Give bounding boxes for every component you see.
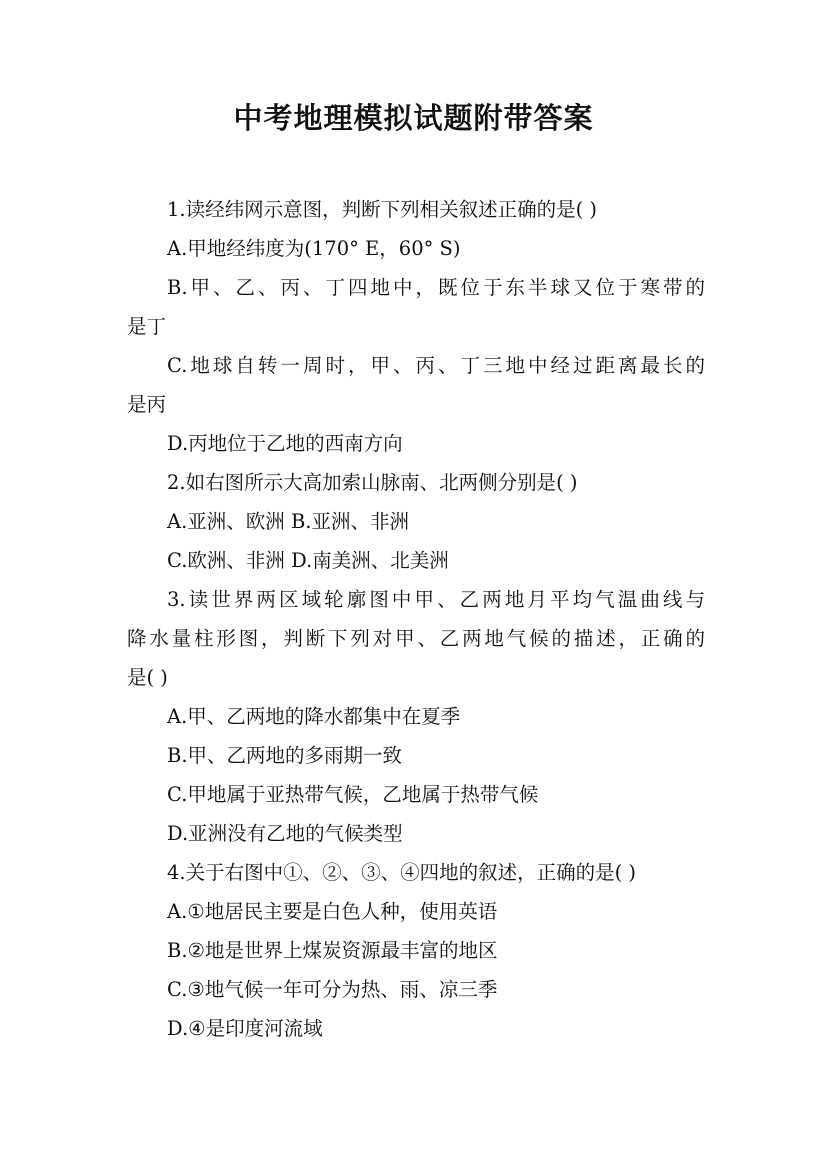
question-4-option-c: C.③地气候一年可分为热、雨、凉三季 xyxy=(167,978,498,1001)
question-2-options-ab: A.亚洲、欧洲 B.亚洲、非洲 xyxy=(167,510,410,533)
question-3-option-b: B.甲、乙两地的多雨期一致 xyxy=(167,744,403,767)
question-3-option-a: A.甲、乙两地的降水都集中在夏季 xyxy=(167,705,461,728)
question-1-option-c: C.地球自转一周时，甲、丙、丁三地中经过距离最长的 xyxy=(167,354,705,377)
question-4-option-b: B.②地是世界上煤炭资源最丰富的地区 xyxy=(167,939,498,962)
question-3-option-d: D.亚洲没有乙地的气候类型 xyxy=(167,822,403,845)
document-title: 中考地理模拟试题附带答案 xyxy=(233,101,594,135)
question-1-option-d: D.丙地位于乙地的西南方向 xyxy=(167,432,403,455)
question-3-stem-continued: 降水量柱形图，判断下列对甲、乙两地气候的描述，正确的 xyxy=(127,627,705,650)
question-1-option-b-continued: 是丁 xyxy=(127,315,167,338)
question-1-option-b: B.甲、乙、丙、丁四地中，既位于东半球又位于寒带的 xyxy=(167,276,705,299)
question-3-stem: 3.读世界两区域轮廓图中甲、乙两地月平均气温曲线与 xyxy=(167,588,705,611)
question-1-option-c-continued: 是丙 xyxy=(127,393,167,416)
question-2-options-cd: C.欧洲、非洲 D.南美洲、北美洲 xyxy=(167,549,449,572)
question-4-stem: 4.关于右图中①、②、③、④四地的叙述，正确的是( ) xyxy=(167,861,637,884)
question-4-option-d: D.④是印度河流域 xyxy=(167,1017,323,1040)
question-1-option-a: A.甲地经纬度为(170° E，60° S) xyxy=(167,237,461,260)
question-1-stem: 1.读经纬网示意图，判断下列相关叙述正确的是( ) xyxy=(167,198,598,221)
question-4-option-a: A.①地居民主要是白色人种，使用英语 xyxy=(167,900,498,923)
question-2-stem: 2.如右图所示大高加索山脉南、北两侧分别是( ) xyxy=(167,471,578,494)
document-body xyxy=(127,190,705,1048)
question-3-stem-end: 是( ) xyxy=(127,666,168,689)
question-3-option-c: C.甲地属于亚热带气候，乙地属于热带气候 xyxy=(167,783,539,806)
